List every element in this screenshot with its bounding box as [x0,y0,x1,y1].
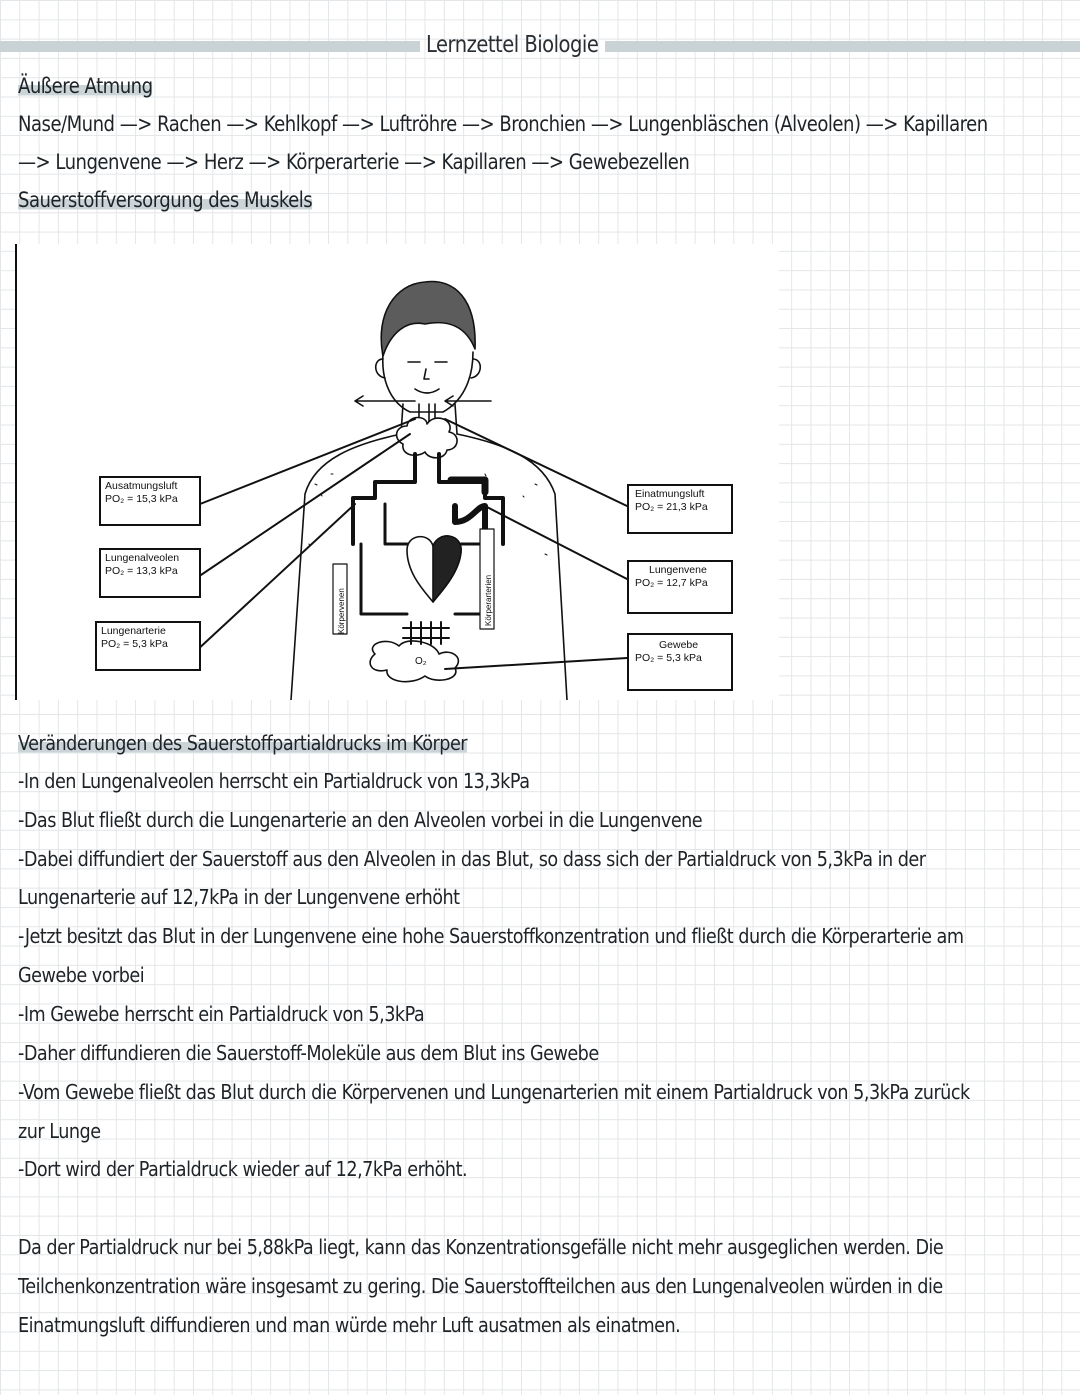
explanation-line-8: -Daher diffundieren die Sauerstoff-Moleküle aus dem Blut ins Gewebe [18,1041,599,1065]
leader-einatmung [445,419,627,506]
label-lungenalveolen: Lungenalveolen PO₂ = 13,3 kPa [99,548,201,598]
koerpervenen-label: Körpervenen [337,588,346,634]
leader-lungenalveolen [195,434,410,579]
title-highlight-right [605,41,1080,52]
respiration-path-line-2: —> Lungenvene —> Herz —> Körperarterie —> Kapillaren —> Gewebezellen [18,150,690,174]
heart-left-side [433,536,461,602]
label-einatmungsluft: Einatmungsluft PO₂ = 21,3 kPa [627,484,733,534]
subheading-sauerstoffversorgung: Sauerstoffversorgung des Muskels [18,188,313,212]
label-gewebe: Gewebe PO₂ = 5,3 kPa [627,633,733,691]
page-title: Lernzettel Biologie [426,32,599,58]
respiration-path-line-1: Nase/Mund —> Rachen —> Kehlkopf —> Luftröhre —> Bronchien —> Lungenbläschen (Alveolen) —> Kapillaren [18,112,988,136]
section-heading-aeussere-atmung: Äußere Atmung [18,74,153,98]
koerperarterien-label: Körperarterien [484,574,493,626]
label-ausatmungsluft: Ausatmungsluft PO₂ = 15,3 kPa [99,476,201,526]
systemic-vein [361,504,407,614]
mouth [415,389,439,393]
explanation-line-1: -In den Lungenalveolen herrscht ein Partialdruck von 13,3kPa [18,769,530,793]
head [383,352,473,412]
inhale-arrow [445,396,491,406]
nose [424,369,429,379]
explanation-line-2: -Das Blut fließt durch die Lungenarterie an den Alveolen vorbei in die Lungenvene [18,808,703,832]
label-lungenvene: Lungenvene PO₂ = 12,7 kPa [627,560,733,614]
leader-gewebe [445,658,627,669]
explanation-line-5: -Jetzt besitzt das Blut in der Lungenvene eine hohe Sauerstoffkonzentration und fließt durch die Körperarterie am [18,924,964,948]
explanation-line-11: -Dort wird der Partialdruck wieder auf 12,7kPa erhöht. [18,1157,468,1181]
o2-label: O₂ [415,656,427,667]
explanation-line-6: Gewebe vorbei [18,963,145,987]
conclusion-line-1: Da der Partialdruck nur bei 5,88kPa liegt, kann das Konzentrationsgefälle nicht mehr ausgeglichen werden. Die [18,1235,944,1259]
explanation-line-4: Lungenarterie auf 12,7kPa in der Lungenvene erhöht [18,885,460,909]
label-lungenarterie: Lungenarterie PO₂ = 5,3 kPa [95,621,201,671]
oxygen-partial-pressure-diagram [15,244,779,700]
explanation-line-7: -Im Gewebe herrscht ein Partialdruck von 5,3kPa [18,1002,425,1026]
explanation-line-3: -Dabei diffundiert der Sauerstoff aus den Alveolen in das Blut, so dass sich der Partialdruck von 5,3kPa in der [18,847,926,871]
exhale-arrow [355,396,415,406]
conclusion-line-3: Einatmungsluft diffundieren und man würde mehr Luft ausatmen als einatmen. [18,1313,681,1337]
explanation-line-9: -Vom Gewebe fließt das Blut durch die Körpervenen und Lungenarterien mit einem Partialdruck von 5,3kPa zurück [18,1080,970,1104]
hair [381,282,475,356]
title-highlight-left [0,41,420,52]
explanation-line-10: zur Lunge [18,1119,101,1143]
conclusion-line-2: Teilchenkonzentration wäre insgesamt zu gering. Die Sauerstoffteilchen aus den Lungenalveolen würden in die [18,1274,943,1298]
pulmonary-vein-fill [451,480,485,492]
section-heading-veraenderungen: Veränderungen des Sauerstoffpartialdrucks im Körper [18,731,468,755]
